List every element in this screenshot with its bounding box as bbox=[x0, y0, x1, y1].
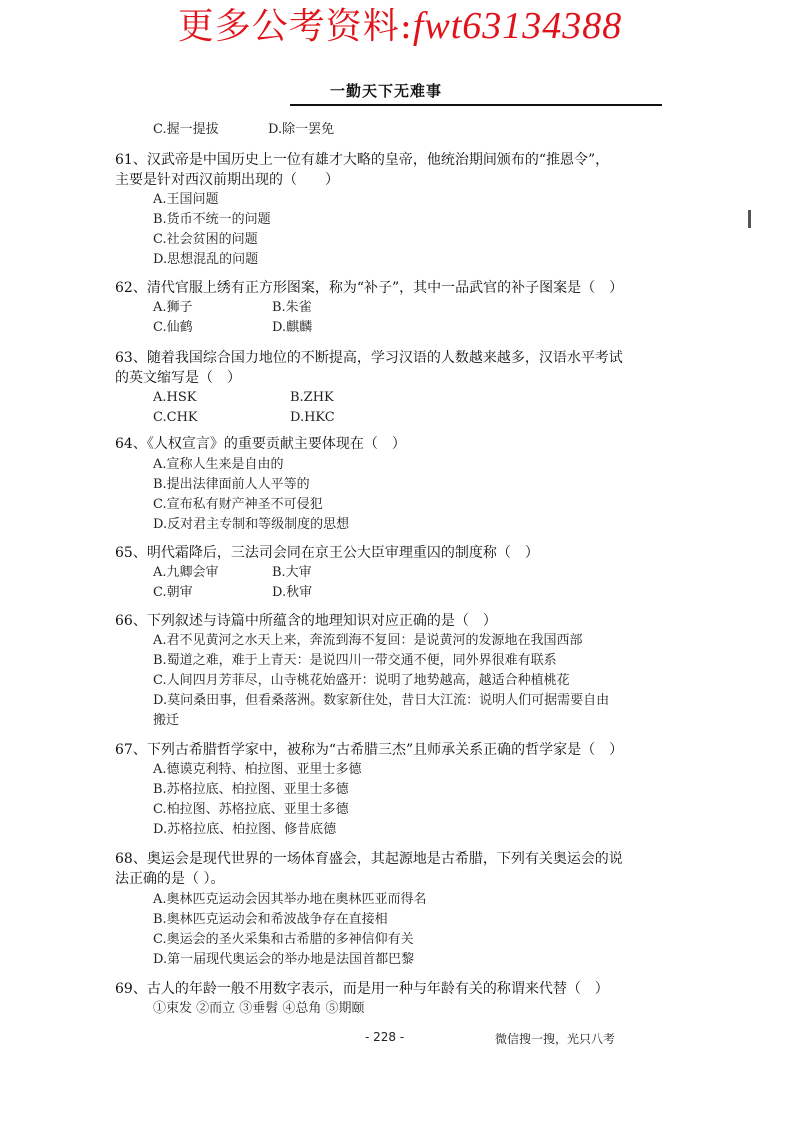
carryover-option-c: C.握一提拔 bbox=[153, 122, 219, 137]
question-64-option-c: C.宣布私有财产神圣不可侵犯 bbox=[153, 497, 323, 512]
question-69-choices: ①束发 ②而立 ③垂髫 ④总角 ⑤期颐 bbox=[153, 1001, 365, 1016]
question-61-option-c: C.社会贫困的问题 bbox=[153, 232, 258, 247]
question-65-option-c: C.朝审 bbox=[153, 585, 193, 600]
question-67-option-d: D.苏格拉底、柏拉图、修昔底德 bbox=[153, 822, 337, 837]
question-63-stem-2: 的英文缩写是（ ） bbox=[115, 370, 241, 386]
question-64-option-a: A.宣称人生来是自由的 bbox=[153, 457, 284, 472]
question-68-option-a: A.奥林匹克运动会因其举办地在奥林匹亚而得名 bbox=[153, 892, 427, 907]
question-63-option-c: C.CHK bbox=[153, 410, 198, 425]
question-68-stem-1: 68、奥运会是现代世界的一场体育盛会，其起源地是古希腊，下列有关奥运会的说 bbox=[115, 851, 623, 867]
question-66-stem-1: 66、下列叙述与诗篇中所蕴含的地理知识对应正确的是（ ） bbox=[115, 613, 497, 629]
footer-promo-text: 微信搜一搜，光只八考 bbox=[495, 1032, 616, 1046]
question-66-option-d-continued: 搬迁 bbox=[153, 713, 180, 728]
question-65-option-b: B.大审 bbox=[272, 565, 312, 580]
question-63-option-a: A.HSK bbox=[153, 390, 197, 405]
question-67-option-a: A.德谟克利特、柏拉图、亚里士多德 bbox=[153, 762, 362, 777]
question-64-stem-1: 64、《人权宣言》的重要贡献主要体现在（ ） bbox=[115, 436, 406, 452]
question-67-stem-1: 67、下列古希腊哲学家中，被称为“古希腊三杰”且师承关系正确的哲学家是（ ） bbox=[115, 742, 624, 758]
watermark-banner bbox=[0, 0, 800, 60]
question-64-option-d: D.反对君主专制和等级制度的思想 bbox=[153, 517, 350, 532]
question-61-stem-1: 61、汉武帝是中国历史上一位有雄才大略的皇帝，他统治期间颁布的“推恩令”， bbox=[115, 152, 610, 168]
question-62-option-a: A.狮子 bbox=[153, 300, 193, 315]
question-67-option-b: B.苏格拉底、柏拉图、亚里士多德 bbox=[153, 782, 349, 797]
question-66-option-b: B.蜀道之难，难于上青天：是说四川一带交通不便，同外界很难有联系 bbox=[153, 653, 557, 668]
question-67-option-c: C.柏拉图、苏格拉底、亚里士多德 bbox=[153, 802, 349, 817]
running-head: 一勤天下无难事 bbox=[330, 82, 443, 100]
header-rule bbox=[290, 104, 662, 106]
question-61-option-d: D.思想混乱的问题 bbox=[153, 252, 259, 267]
question-61-option-a: A.王国问题 bbox=[153, 192, 219, 207]
carryover-option-d: D.除一罢免 bbox=[268, 122, 335, 137]
question-63-stem-1: 63、随着我国综合国力地位的不断提高，学习汉语的人数越来越多，汉语水平考试 bbox=[115, 350, 623, 366]
question-65-option-a: A.九卿会审 bbox=[153, 565, 219, 580]
question-62-stem-1: 62、清代官服上绣有正方形图案，称为“补子”，其中一品武官的补子图案是（ ） bbox=[115, 280, 624, 296]
page-number: - 228 - bbox=[365, 1030, 405, 1044]
question-66-option-a: A.君不见黄河之水天上来，奔流到海不复回：是说黄河的发源地在我国西部 bbox=[153, 633, 583, 648]
question-62-option-c: C.仙鹤 bbox=[153, 320, 193, 335]
banner-prefix: 更多公考资料: bbox=[177, 6, 413, 47]
scan-edge-mark bbox=[748, 210, 751, 228]
question-62-option-d: D.麒麟 bbox=[272, 320, 313, 335]
question-68-stem-2: 法正确的是（ ）。 bbox=[115, 871, 225, 887]
question-61-stem-2: 主要是针对西汉前期出现的（ ） bbox=[115, 172, 339, 188]
question-69-stem-1: 69、古人的年龄一般不用数字表示，而是用一种与年龄有关的称谓来代替（ ） bbox=[115, 981, 609, 997]
question-68-option-d: D.第一届现代奥运会的举办地是法国首都巴黎 bbox=[153, 952, 415, 967]
question-64-option-b: B.提出法律面前人人平等的 bbox=[153, 477, 310, 492]
question-68-option-c: C.奥运会的圣火采集和古希腊的多神信仰有关 bbox=[153, 932, 414, 947]
question-63-option-b: B.ZHK bbox=[290, 390, 334, 405]
question-65-option-d: D.秋审 bbox=[272, 585, 313, 600]
question-63-option-d: D.HKC bbox=[290, 410, 335, 425]
question-61-option-b: B.货币不统一的问题 bbox=[153, 212, 271, 227]
question-62-option-b: B.朱雀 bbox=[272, 300, 312, 315]
question-65-stem-1: 65、明代霜降后，三法司会同在京王公大臣审理重囚的制度称（ ） bbox=[115, 545, 539, 561]
question-66-option-d: D.莫问桑田事，但看桑落洲。数家新住处，昔日大江流：说明人们可据需要自由 bbox=[153, 693, 610, 708]
question-66-option-c: C.人间四月芳菲尽，山寺桃花始盛开：说明了地势越高，越适合种植桃花 bbox=[153, 673, 570, 688]
question-68-option-b: B.奥林匹克运动会和希波战争存在直接相 bbox=[153, 912, 388, 927]
banner-handle: fwt63134388 bbox=[412, 5, 623, 47]
